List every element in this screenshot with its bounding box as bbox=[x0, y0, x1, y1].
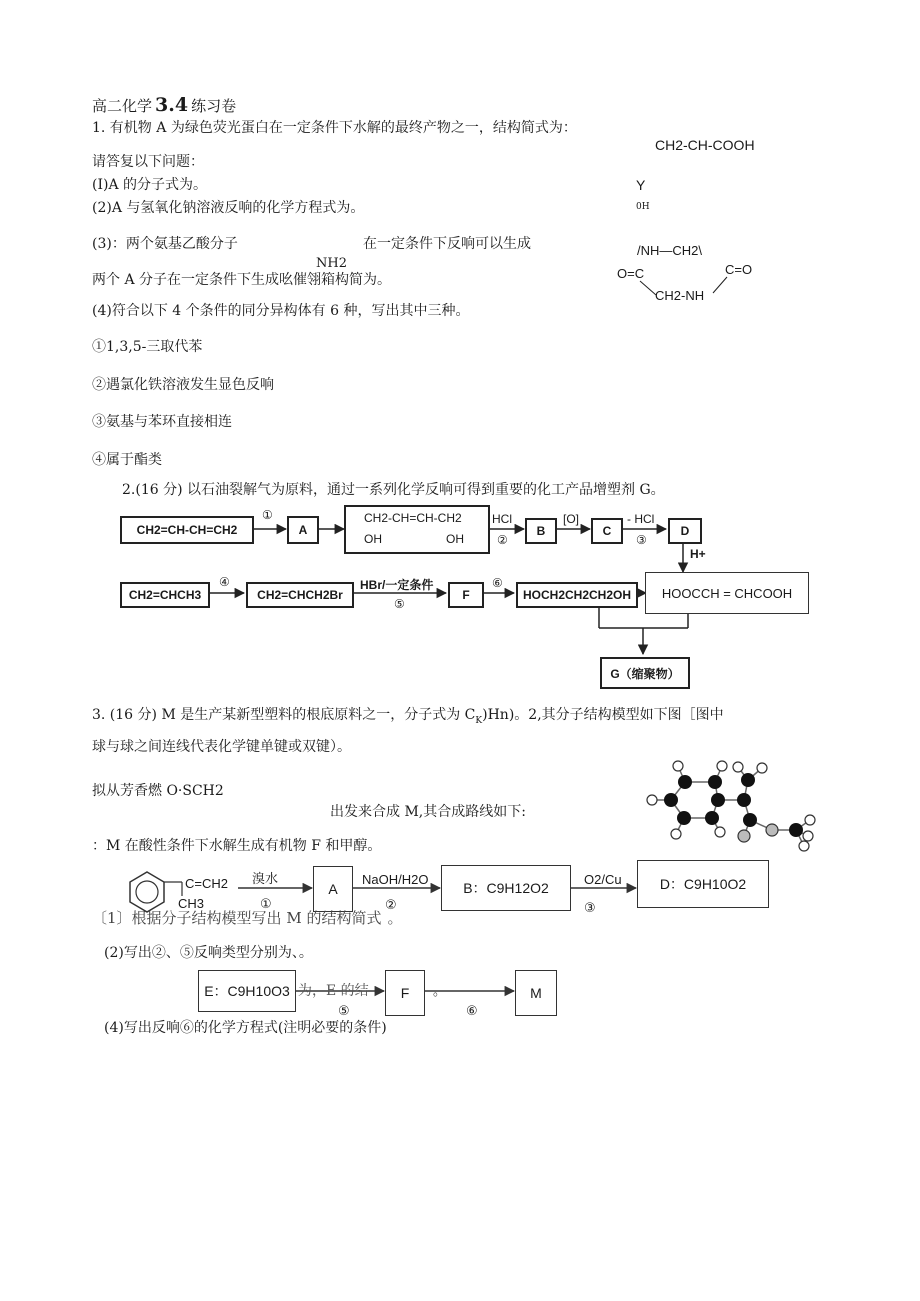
q3-step2: ② bbox=[385, 897, 397, 912]
q2-A-box: A bbox=[287, 516, 319, 544]
q1-part4: (4)符合以下 4 个条件的同分异构体有 6 种，写出其中三种。 bbox=[92, 303, 470, 319]
ring-left: O=C bbox=[617, 266, 645, 281]
q1-condition-1: ①1,3,5-三取代苯 bbox=[92, 339, 203, 355]
q2-step5: ⑤ bbox=[394, 597, 405, 611]
q3-M-box: M bbox=[515, 970, 557, 1016]
q1-prompt: 请答复以下问题： bbox=[92, 154, 204, 170]
q3-step1: ① bbox=[260, 896, 272, 911]
q1-formula-oh: 0H bbox=[636, 202, 650, 212]
q2-diol-oh1: OH bbox=[364, 532, 382, 546]
q3-A-box: A bbox=[313, 866, 353, 912]
q2-step1: ① bbox=[262, 508, 273, 522]
q3-part4: (4)写出反响⑥的化学方程式(注明必要的条件) bbox=[104, 1020, 387, 1036]
q2-step2: ② bbox=[497, 533, 508, 547]
ring-top: /NH—CH2\ bbox=[637, 243, 703, 258]
ring-bottom: CH2-NH bbox=[655, 288, 705, 303]
q2-minus-hcl: - HCl bbox=[627, 512, 655, 526]
q3-route: 出发来合成 M,其合成路线如下: bbox=[330, 804, 526, 820]
q1-condition-3: ③氨基与苯环直接相连 bbox=[92, 414, 232, 430]
q3-part3: 为，E 的结 bbox=[298, 983, 369, 999]
q2-hcl: HCl bbox=[492, 512, 512, 526]
q2-G-box: G（缩聚物） bbox=[600, 657, 690, 689]
q1-part3c: 两个 A 分子在一定条件下生成吆催翎箱构简为。 bbox=[92, 272, 392, 288]
ring-right: C=O bbox=[725, 262, 753, 277]
q2-step3: ③ bbox=[636, 533, 647, 547]
q3-step3: ③ bbox=[584, 900, 596, 915]
q3-intro-line1: 3. (16 分) M 是生产某新型塑料的根底原料之一，分子式为 $C_K)Hn$)。2,其分子结构模型如下图［图中 bbox=[92, 707, 724, 726]
q3-start-vinyl: C=CH2 bbox=[185, 876, 228, 891]
q2-diol-chain: CH2-CH=CH-CH2 bbox=[364, 511, 462, 525]
q3-hydrolysis-note: ：M 在酸性条件下水解生成有机物 F 和甲醇。 bbox=[92, 838, 382, 854]
q2-propene-box: CH2=CHCH3 bbox=[120, 582, 210, 608]
q2-B-box: B bbox=[525, 518, 557, 544]
q2-oxidation: [O] bbox=[563, 512, 580, 526]
q2-hplus: H+ bbox=[690, 547, 706, 561]
q2-diol-oh2: OH bbox=[446, 532, 464, 546]
q3-intro-line2: 球与球之间连线代表化学键单键或双键）。 bbox=[92, 739, 351, 755]
q1-part1: (I)A 的分子式为。 bbox=[92, 177, 208, 193]
q3-period: 。 bbox=[433, 983, 447, 998]
q3-D-box: D：C9H10O2 bbox=[637, 860, 769, 908]
q2-allyl-box: CH2=CHCH2Br bbox=[246, 582, 354, 608]
q1-part3a: (3)：两个氨基乙酸分子 bbox=[92, 236, 238, 252]
q3-naoh: NaOH/H2O bbox=[362, 872, 429, 887]
q3-part2: (2)写出②、⑤反响类型分别为、。 bbox=[104, 945, 313, 961]
q1-formula-top: CH2-CH-COOH bbox=[655, 137, 755, 153]
q3-bromine-water: 溴水 bbox=[252, 871, 279, 886]
q3-from: 拟从芳香燃 O·SCH2 bbox=[92, 783, 224, 799]
q2-hbr: HBr/一定条件 bbox=[360, 578, 434, 592]
q3-B-box: B：C9H12O2 bbox=[441, 865, 571, 911]
q1-nh2: NH2 bbox=[316, 256, 347, 271]
q1-condition-4: ④属于酯类 bbox=[92, 452, 162, 468]
q3-start-methyl: CH3 bbox=[178, 896, 205, 911]
q1-intro: 1. 有机物 A 为绿色荧光蛋白在一定条件下水解的最终产物之一，结构简式为： bbox=[92, 120, 577, 136]
q2-D-box: D bbox=[668, 518, 702, 544]
q2-step4: ④ bbox=[219, 575, 230, 589]
q1-condition-2: ②遇氯化铁溶液发生显色反响 bbox=[92, 377, 274, 393]
q3-o2cu: O2/Cu bbox=[584, 872, 622, 887]
q3-F-box: F bbox=[385, 970, 425, 1016]
q1-formula-y: Y bbox=[636, 177, 646, 193]
q3-step5: ⑤ bbox=[338, 1003, 350, 1018]
page-title: 高二化学 3.4 练习卷 bbox=[92, 94, 237, 116]
q2-intro: 2.(16 分) 以石油裂解气为原料，通过一系列化学反响可得到重要的化工产品增塑剂 G。 bbox=[122, 482, 665, 498]
q3-step6: ⑥ bbox=[466, 1003, 478, 1018]
q2-C-box: C bbox=[591, 518, 623, 544]
q2-F-box: F bbox=[448, 582, 484, 608]
q2-step6: ⑥ bbox=[492, 576, 503, 590]
q2-acid-box: HOOCCH = CHCOOH bbox=[645, 572, 809, 614]
q2-butadiene-box: CH2=CH-CH=CH2 bbox=[120, 516, 254, 544]
q2-propanediol-box: HOCH2CH2CH2OH bbox=[516, 582, 638, 608]
q1-part3b: 在一定条件下反响可以生成 bbox=[363, 236, 531, 252]
q3-part1: 〔1〕根据分子结构模型写出 M 的结构简式 。 bbox=[92, 909, 403, 927]
q1-part2: (2)A 与氢氧化钠溶液反响的化学方程式为。 bbox=[92, 200, 365, 216]
q3-E-box: E：C9H10O3 bbox=[198, 970, 296, 1012]
